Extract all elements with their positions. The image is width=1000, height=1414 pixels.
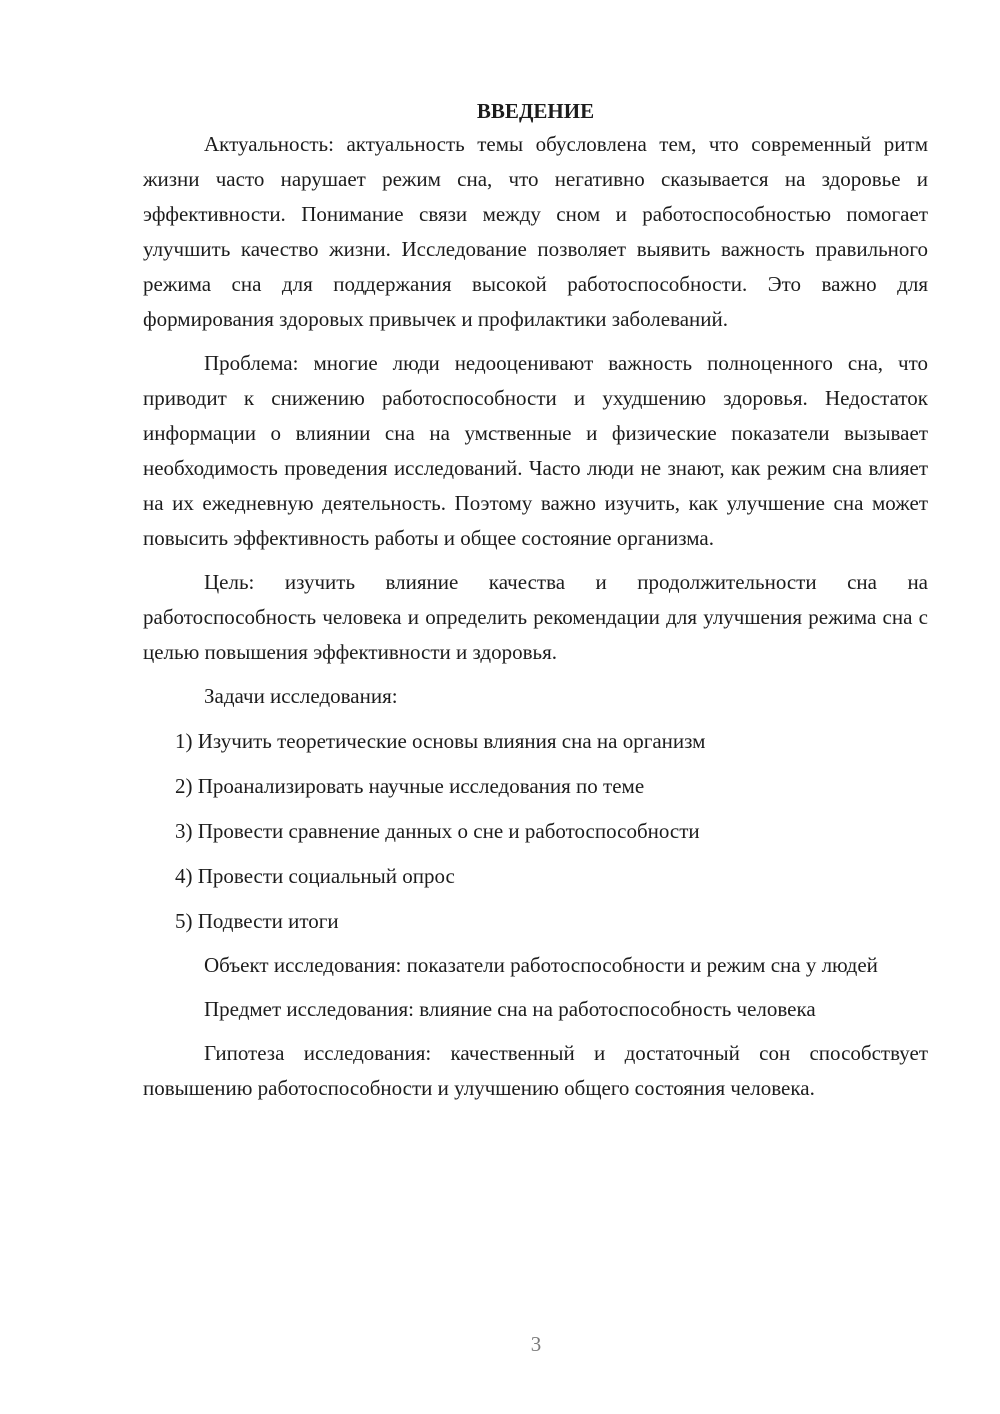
paragraph-object: Объект исследования: показатели работоспособности и режим сна у людей [204, 953, 878, 977]
paragraph-goal: Цель: изучить влияние качества и продолжительности сна на работоспособность человека и определить рекомендации для улучшения режима сна с целью повышения эффективности и здоровья. [143, 570, 928, 664]
task-item: 2) Проанализировать научные исследования по теме [175, 774, 645, 798]
paragraph-relevance: Актуальность: актуальность темы обусловлена тем, что современный ритм жизни часто нарушает режим сна, что негативно сказывается на здоровье и эффективности. Понимание связи между сном и работоспособностью помогает улучшить качество жизни. Исследование позволяет выявить важность правильного режима сна для поддержания высокой работоспособности. Это важно для формирования здоровых привычек и профилактики заболеваний. [143, 132, 928, 331]
paragraph-problem: Проблема: многие люди недооценивают важность полноценного сна, что приводит к снижению работоспособности и ухудшению здоровья. Недостаток информации о влиянии сна на умственные и физические показатели вызывает необходимость проведения исследований. Часто люди не знают, как режим сна влияет на их ежедневную деятельность. Поэтому важно изучить, как улучшение сна может повысить эффективность работы и общее состояние организма. [143, 351, 928, 550]
page-number: 3 [530, 1332, 542, 1356]
paragraph-hypothesis: Гипотеза исследования: качественный и достаточный сон способствует повышению работоспособности и улучшению общего состояния человека. [143, 1041, 928, 1100]
page-title: ВВЕДЕНИЕ [476, 99, 595, 123]
task-item: 1) Изучить теоретические основы влияния сна на организм [175, 729, 706, 753]
tasks-list [143, 724, 928, 939]
paragraph-subject: Предмет исследования: влияние сна на работоспособность человека [204, 997, 816, 1021]
task-item: 3) Провести сравнение данных о сне и работоспособности [175, 819, 700, 843]
task-item: 4) Провести социальный опрос [175, 864, 455, 888]
document-page [143, 95, 928, 1106]
task-item: 5) Подвести итоги [175, 909, 339, 933]
tasks-heading: Задачи исследования: [204, 684, 398, 708]
